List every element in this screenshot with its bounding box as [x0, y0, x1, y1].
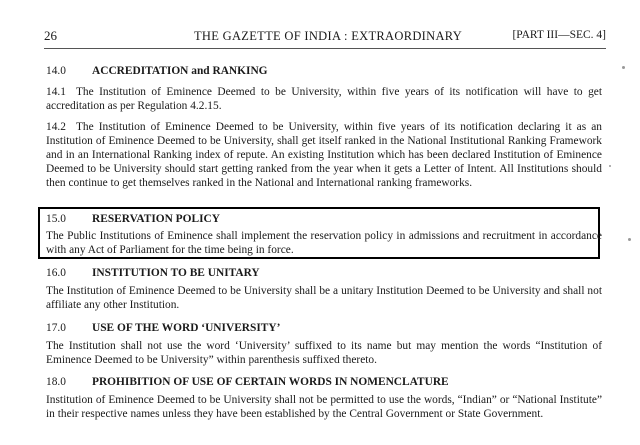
paragraph-16 [46, 284, 602, 312]
paragraph-text: The Institution of Eminence Deemed to be University shall be a unitary Institution Deemed to be University and shall not affiliate any other Institution. [46, 285, 602, 311]
paragraph-14-2 [46, 120, 602, 190]
scan-speck [609, 165, 611, 167]
paragraph-14-1 [46, 85, 602, 113]
paragraph-18 [46, 393, 602, 421]
paragraph-text: The Institution of Eminence Deemed to be University, within five years of its notification declaring it as an Institution of Eminence Deemed to be University, shall get itself ranked in the National Institutional Ranking Framework and in an International Ranking index of repute. An existing Institution which has been declared Institution of Eminence Deemed to be University should start getting ranked from the year when it gets a Letter of Intent. All Institutions should then continue to get themselves ranked in the National and International ranking frameworks. [46, 121, 602, 189]
section-title: ACCREDITATION and RANKING [92, 65, 268, 77]
paragraph-text: The Institution shall not use the word ‘University’ suffixed to its name but may mention the words “Institution of Eminence Deemed to be University” within parenthesis suffixed thereto. [46, 340, 602, 366]
paragraph-number: 14.1 [46, 86, 66, 98]
section-number: 17.0 [46, 322, 66, 334]
section-title: INSTITUTION TO BE UNITARY [92, 267, 260, 279]
page-header [44, 28, 606, 46]
section-15-heading [46, 212, 602, 226]
section-title: USE OF THE WORD ‘UNIVERSITY’ [92, 322, 281, 334]
paragraph-number: 14.2 [46, 121, 66, 133]
page-number: 26 [44, 28, 57, 43]
section-number: 18.0 [46, 376, 66, 388]
section-18-heading [46, 375, 602, 389]
paragraph-text: The Institution of Eminence Deemed to be University, within five years of its notification will have to get accreditation as per Regulation 4.2.15. [46, 86, 602, 112]
section-title: RESERVATION POLICY [92, 213, 220, 225]
scan-speck [622, 66, 625, 69]
section-17-heading [46, 321, 602, 335]
section-title: PROHIBITION OF USE OF CERTAIN WORDS IN NOMENCLATURE [92, 376, 449, 388]
scan-speck [628, 238, 631, 241]
header-rule [44, 48, 606, 49]
part-section-label: [PART III—SEC. 4] [512, 29, 606, 41]
paragraph-17 [46, 339, 602, 367]
section-14-heading [46, 64, 602, 78]
section-number: 14.0 [46, 65, 66, 77]
paragraph-text: The Public Institutions of Eminence shall implement the reservation policy in admissions and recruitment in accordance with any Act of Parliament for the time being in force. [46, 230, 602, 256]
section-number: 15.0 [46, 213, 66, 225]
section-16-heading [46, 266, 602, 280]
gazette-title: THE GAZETTE OF INDIA : EXTRAORDINARY [194, 29, 463, 43]
paragraph-15 [46, 229, 602, 257]
section-number: 16.0 [46, 267, 66, 279]
paragraph-text: Institution of Eminence Deemed to be University shall not be permitted to use the words, “Indian” or “National Institute” in their respective names unless they have been established by the Central Government or State Government. [46, 394, 602, 420]
